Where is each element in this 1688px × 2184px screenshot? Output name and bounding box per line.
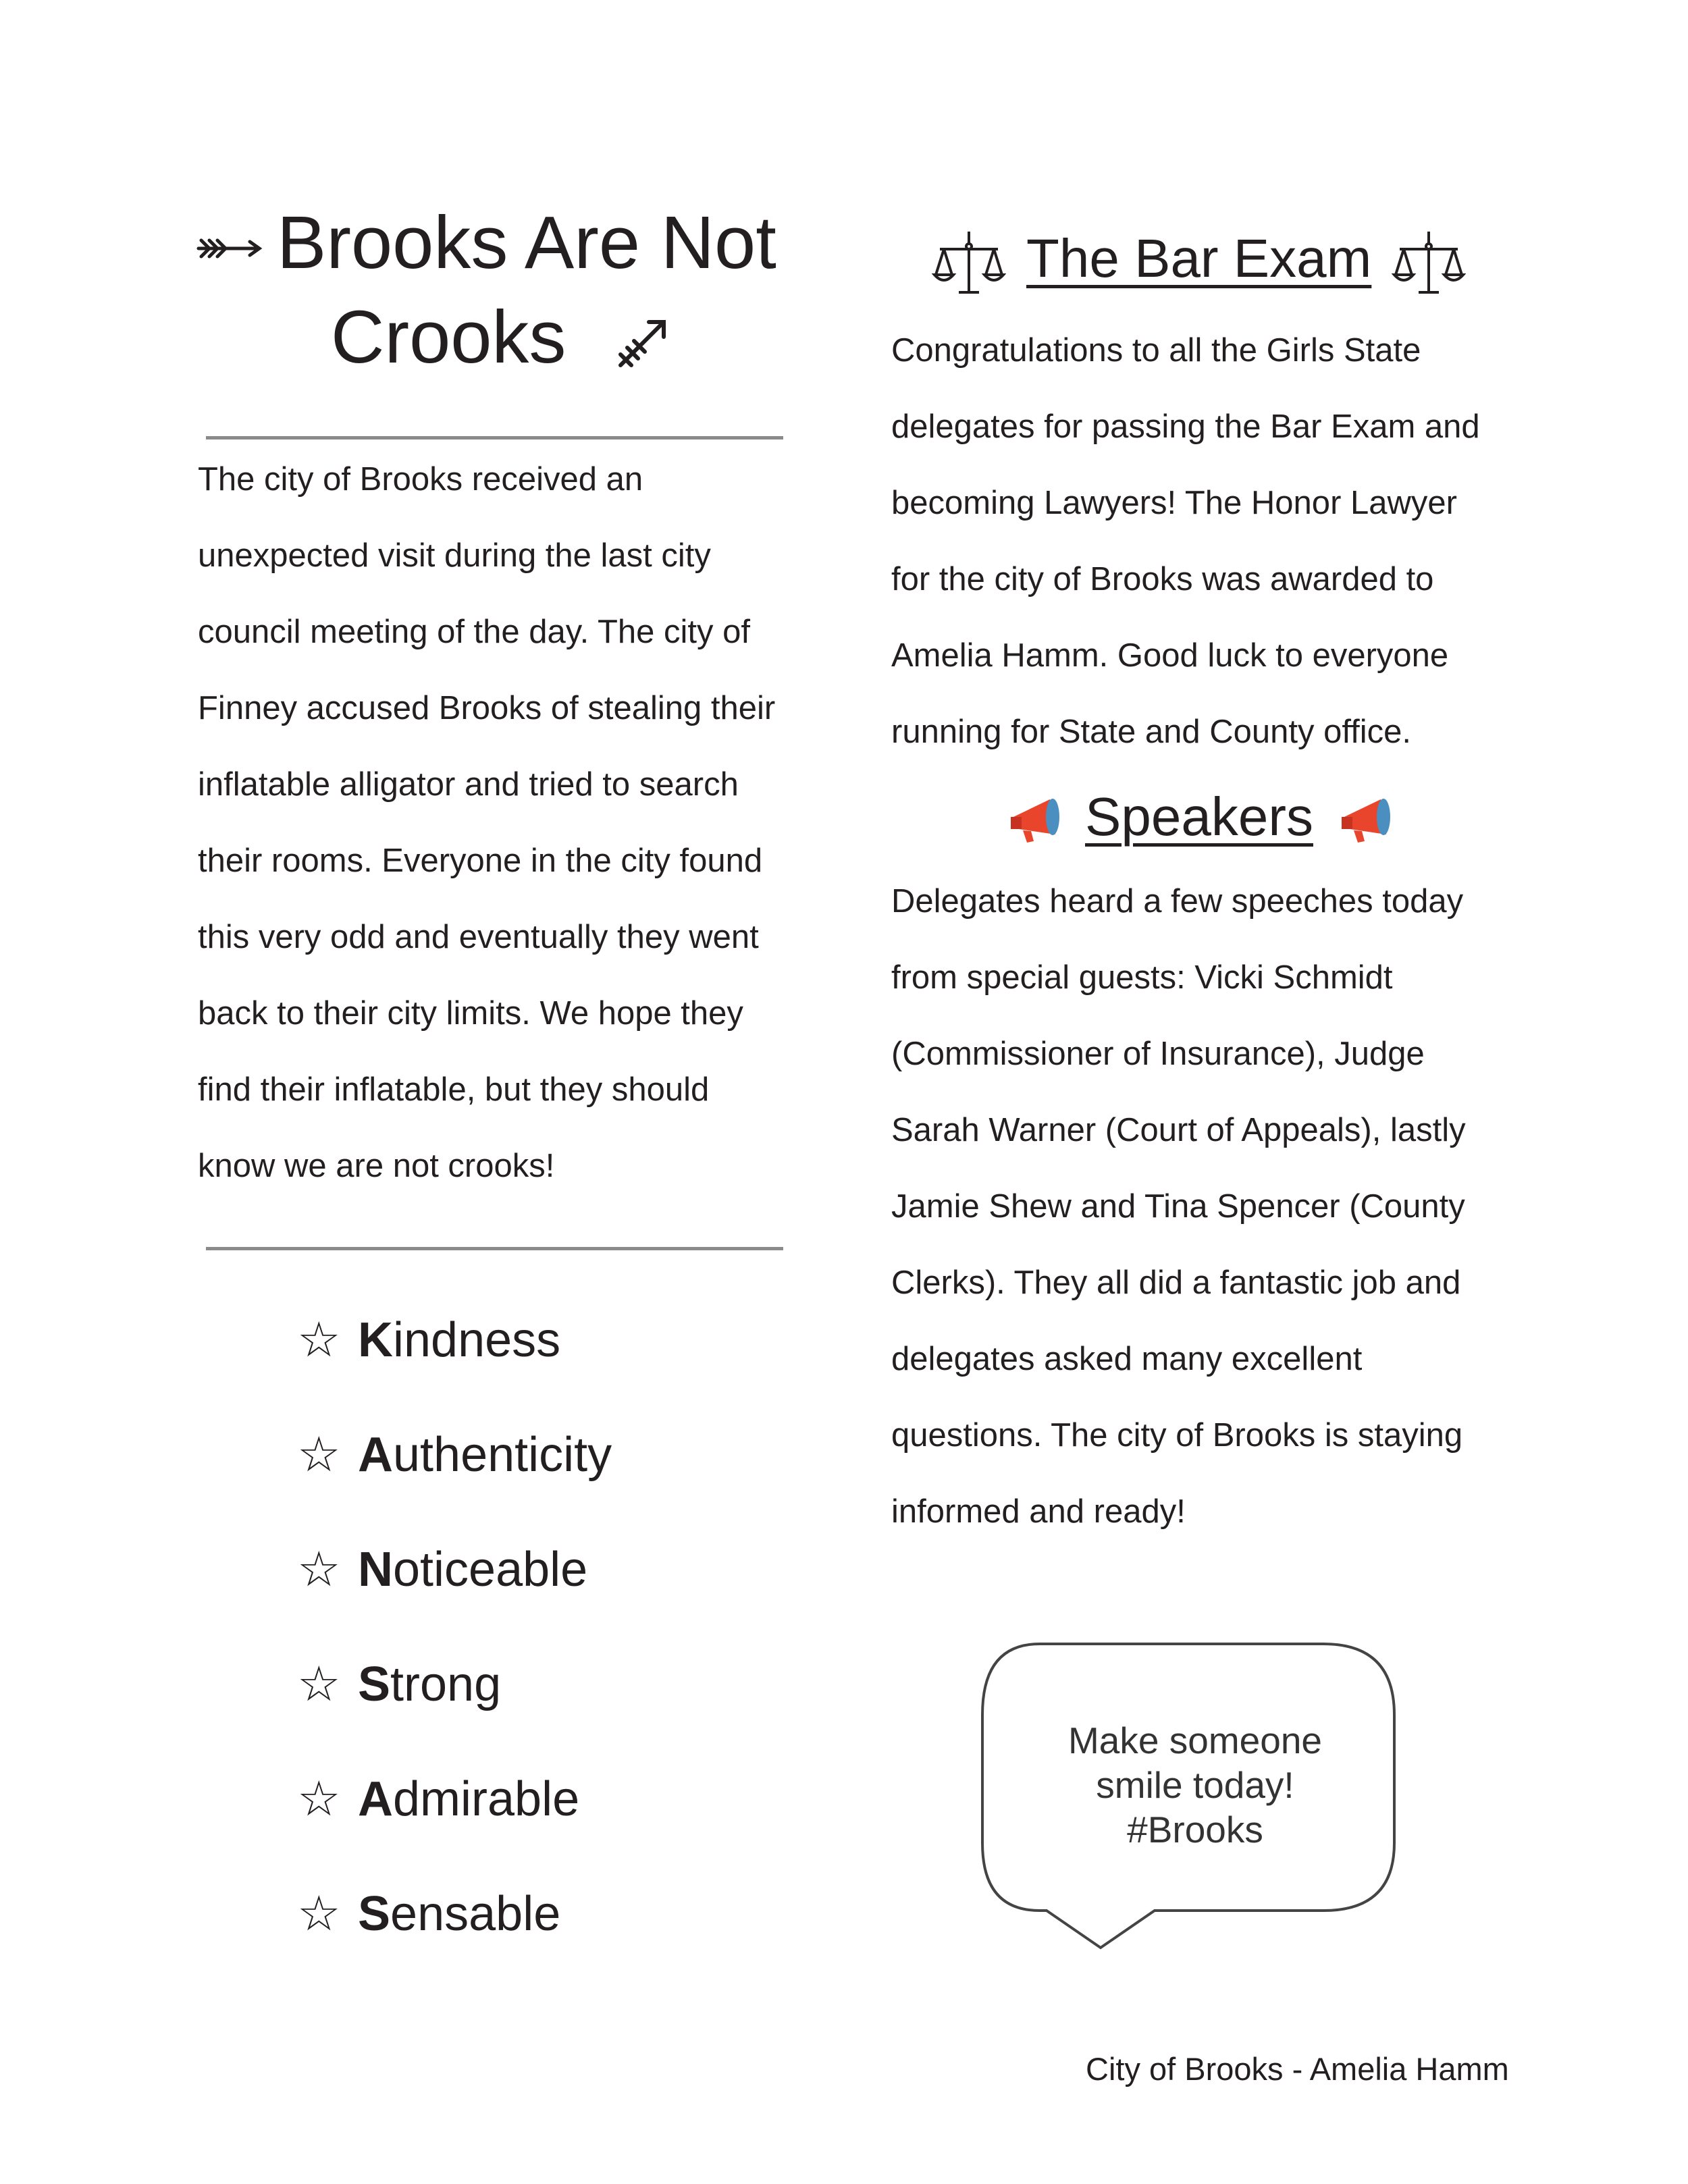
text-line: unexpected visit during the last city — [198, 537, 711, 574]
star-icon: ☆ — [297, 1887, 341, 1941]
megaphone-icon — [1340, 794, 1401, 848]
text-line: this very odd and eventually they went — [198, 919, 759, 955]
title-line-1 — [196, 196, 803, 290]
value-item-kindness: ☆ Kindness — [297, 1283, 612, 1397]
text-line: Jamie Shew and Tina Spencer (County — [891, 1188, 1465, 1225]
value-item-authenticity: ☆ Authenticity — [297, 1397, 612, 1512]
text-line: The city of Brooks received an — [198, 461, 643, 498]
value-item-noticeable: ☆ Noticeable — [297, 1512, 612, 1627]
value-item-admirable: ☆ Admirable — [297, 1742, 612, 1857]
text-line: their rooms. Everyone in the city found — [198, 843, 763, 879]
bubble-line: Make someone — [1067, 1720, 1323, 1761]
arrow-right-icon — [196, 235, 263, 262]
divider-top — [206, 436, 783, 440]
text-line: Delegates heard a few speeches today — [891, 883, 1464, 920]
text-line: for the city of Brooks was awarded to — [891, 561, 1434, 597]
bubble-line: smile today! — [1096, 1764, 1294, 1806]
footer-credit: City of Brooks - Amelia Hamm — [1086, 2051, 1509, 2087]
bar-exam-body — [891, 313, 1566, 770]
text-line: from special guests: Vicki Schmidt — [891, 959, 1393, 996]
left-article-body — [198, 442, 806, 1204]
speakers-title: Speakers — [1085, 787, 1313, 847]
title-text-1: Brooks Are Not — [277, 201, 776, 284]
text-line: Amelia Hamm. Good luck to everyone — [891, 637, 1449, 674]
text-line: Clerks). They all did a fantastic job and — [891, 1264, 1461, 1301]
text-line: informed and ready! — [891, 1493, 1186, 1530]
speakers-heading — [1009, 783, 1401, 851]
bar-exam-heading — [932, 225, 1466, 296]
scales-icon — [1392, 229, 1466, 296]
text-line: becoming Lawyers! The Honor Lawyer — [891, 485, 1457, 521]
title-line-2 — [196, 290, 803, 385]
speakers-body — [891, 863, 1566, 1550]
value-item-sensable: ☆ Sensable — [297, 1857, 612, 1971]
text-line: know we are not crooks! — [198, 1148, 555, 1184]
article-title — [196, 196, 803, 385]
megaphone-icon — [1009, 794, 1070, 848]
value-item-strong: ☆ Strong — [297, 1627, 612, 1742]
star-icon: ☆ — [297, 1657, 341, 1711]
divider-bottom — [206, 1247, 783, 1250]
star-icon: ☆ — [297, 1543, 341, 1597]
bubble-message — [1026, 1718, 1364, 1852]
bubble-line: #Brooks — [1127, 1809, 1263, 1850]
text-line: back to their city limits. We hope they — [198, 995, 743, 1032]
text-line: running for State and County office. — [891, 714, 1411, 750]
text-line: Finney accused Brooks of stealing their — [198, 690, 776, 726]
text-line: inflatable alligator and tried to search — [198, 766, 739, 803]
text-line: delegates for passing the Bar Exam and — [891, 408, 1480, 445]
title-text-2: Crooks — [331, 296, 566, 379]
text-line: find their inflatable, but they should — [198, 1071, 710, 1108]
star-icon: ☆ — [297, 1428, 341, 1482]
star-icon: ☆ — [297, 1313, 341, 1367]
text-line: Congratulations to all the Girls State — [891, 332, 1421, 369]
bar-exam-title: The Bar Exam — [1026, 228, 1372, 288]
text-line: (Commissioner of Insurance), Judge — [891, 1036, 1425, 1072]
text-line: council meeting of the day. The city of — [198, 614, 751, 650]
text-line: delegates asked many excellent — [891, 1341, 1363, 1377]
values-list — [297, 1283, 612, 1971]
text-line: Sarah Warner (Court of Appeals), lastly — [891, 1112, 1466, 1148]
scales-icon — [932, 229, 1006, 296]
text-line: questions. The city of Brooks is staying — [891, 1417, 1463, 1454]
arrow-diagonal-icon — [614, 314, 672, 372]
star-icon: ☆ — [297, 1772, 341, 1826]
